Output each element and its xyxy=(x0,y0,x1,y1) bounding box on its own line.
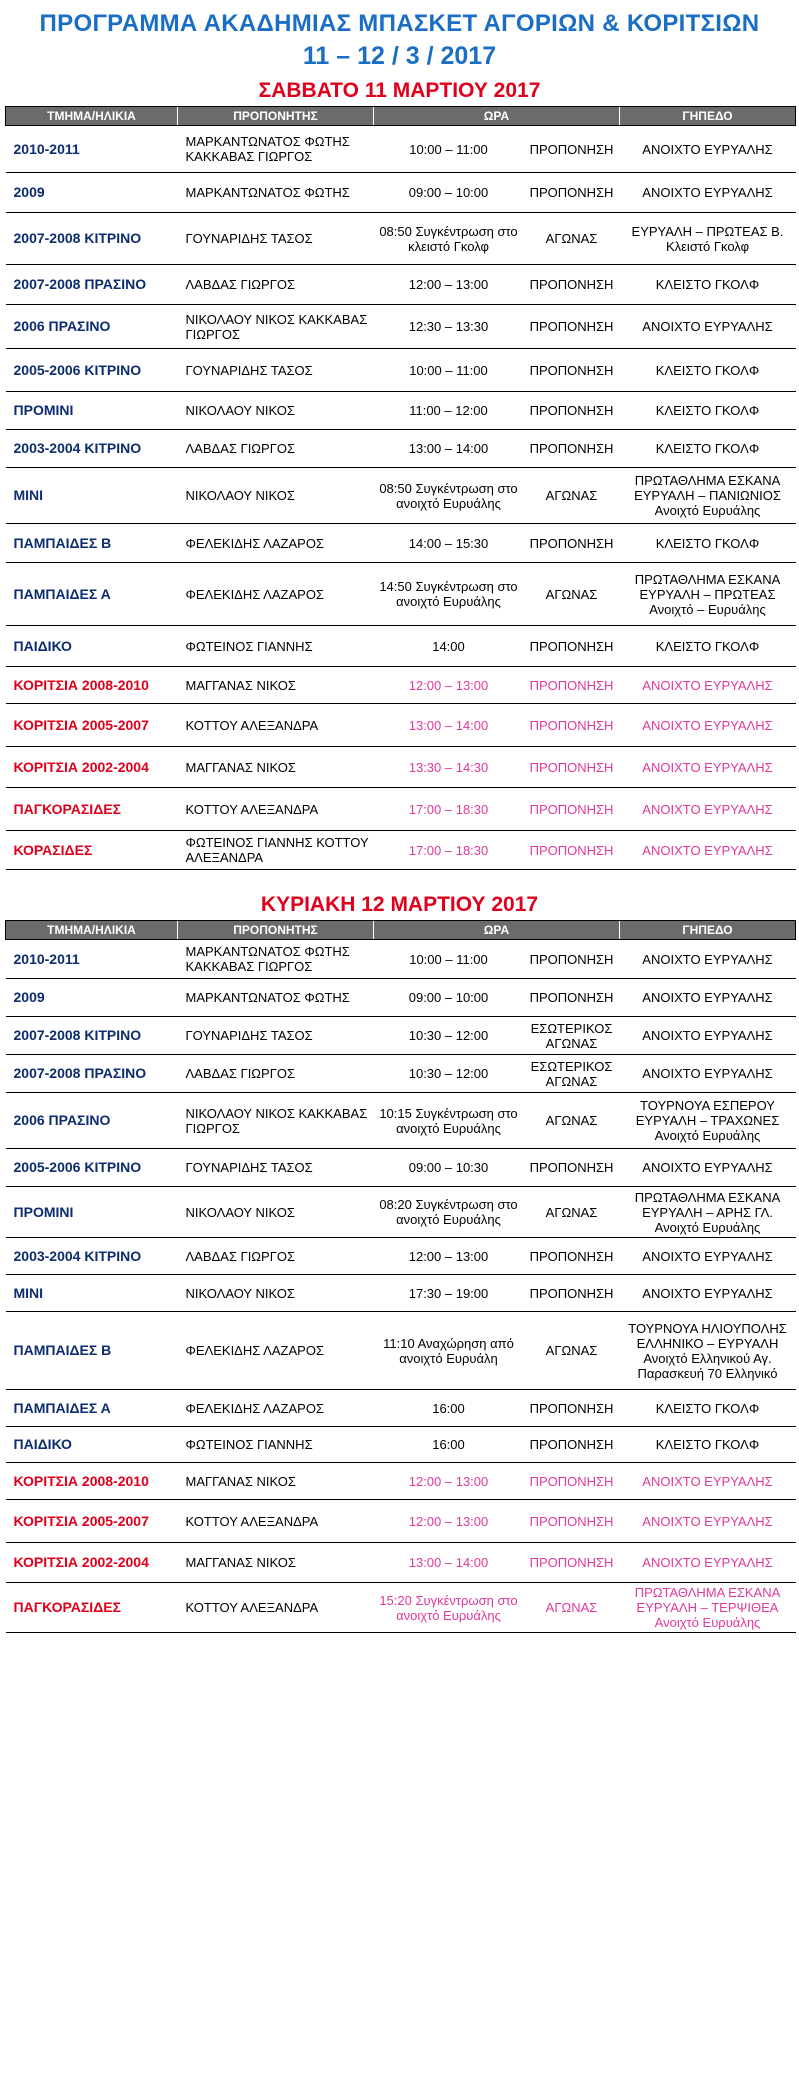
court-cell: ΚΛΕΙΣΤΟ ΓΚΟΛΦ xyxy=(620,1390,796,1427)
category-cell: 2007-2008 ΚΙΤΡΙΝΟ xyxy=(6,213,178,265)
category-cell: ΠΑΙΔΙΚΟ xyxy=(6,1427,178,1463)
time-cell: 12:00 – 13:00 xyxy=(374,1463,524,1500)
session-type-cell: ΑΓΩΝΑΣ xyxy=(524,213,620,265)
session-type-cell: ΠΡΟΠΟΝΗΣΗ xyxy=(524,979,620,1017)
session-type-cell: ΠΡΟΠΟΝΗΣΗ xyxy=(524,265,620,305)
session-type-cell: ΠΡΟΠΟΝΗΣΗ xyxy=(524,1427,620,1463)
category-cell: ΚΟΡΙΤΣΙΑ 2008-2010 xyxy=(6,667,178,704)
table-row xyxy=(6,1390,796,1427)
col-header-coach: ΠΡΟΠΟΝΗΤΗΣ xyxy=(178,921,374,940)
session-type-cell: ΕΣΩΤΕΡΙΚΟΣ ΑΓΩΝΑΣ xyxy=(524,1017,620,1055)
session-type-cell: ΠΡΟΠΟΝΗΣΗ xyxy=(524,305,620,349)
court-cell: ΑΝΟΙΧΤΟ ΕΥΡΥΑΛΗΣ xyxy=(620,1543,796,1583)
session-type-cell: ΑΓΩΝΑΣ xyxy=(524,563,620,626)
coach-cell: ΓΟΥΝΑΡΙΔΗΣ ΤΑΣΟΣ xyxy=(178,1017,374,1055)
table-row xyxy=(6,626,796,667)
coach-cell: ΓΟΥΝΑΡΙΔΗΣ ΤΑΣΟΣ xyxy=(178,349,374,392)
col-header-time: ΩΡΑ xyxy=(374,921,620,940)
time-cell: 09:00 – 10:00 xyxy=(374,173,524,213)
sunday-title: ΚΥΡΙΑΚΗ 12 ΜΑΡΤΙΟΥ 2017 xyxy=(260,893,539,916)
table-row xyxy=(6,1093,796,1149)
category-cell: ΚΟΡΙΤΣΙΑ 2005-2007 xyxy=(6,1500,178,1543)
session-type-cell: ΠΡΟΠΟΝΗΣΗ xyxy=(524,1149,620,1187)
saturday-schedule-table xyxy=(5,106,796,870)
coach-cell: ΝΙΚΟΛΑΟΥ ΝΙΚΟΣ xyxy=(178,468,374,524)
table-row xyxy=(6,831,796,870)
category-cell: ΠΡΟΜΙΝΙ xyxy=(6,392,178,430)
coach-cell: ΝΙΚΟΛΑΟΥ ΝΙΚΟΣ xyxy=(178,392,374,430)
coach-cell: ΚΟΤΤΟΥ ΑΛΕΞΑΝΔΡΑ xyxy=(178,788,374,831)
col-header-court: ΓΗΠΕΔΟ xyxy=(620,921,796,940)
category-cell: ΜΙΝΙ xyxy=(6,1275,178,1312)
coach-cell: ΚΟΤΤΟΥ ΑΛΕΞΑΝΔΡΑ xyxy=(178,704,374,747)
session-type-cell: ΠΡΟΠΟΝΗΣΗ xyxy=(524,173,620,213)
session-type-cell: ΠΡΟΠΟΝΗΣΗ xyxy=(524,1275,620,1312)
time-cell: 08:50 Συγκέντρωση στο κλειστό Γκολφ xyxy=(374,213,524,265)
table-row xyxy=(6,213,796,265)
court-cell: ΑΝΟΙΧΤΟ ΕΥΡΥΑΛΗΣ xyxy=(620,305,796,349)
time-cell: 16:00 xyxy=(374,1427,524,1463)
session-type-cell: ΠΡΟΠΟΝΗΣΗ xyxy=(524,831,620,870)
table-row xyxy=(6,173,796,213)
time-cell: 11:10 Αναχώρηση από ανοιχτό Ευρυάλη xyxy=(374,1312,524,1390)
category-cell: ΠΑΜΠΑΙΔΕΣ Β xyxy=(6,524,178,563)
table-row xyxy=(6,979,796,1017)
table-row xyxy=(6,940,796,979)
coach-cell: ΦΕΛΕΚΙΔΗΣ ΛΑΖΑΡΟΣ xyxy=(178,1390,374,1427)
category-cell: ΠΑΜΠΑΙΔΕΣ Α xyxy=(6,563,178,626)
coach-cell: ΜΑΓΓΑΝΑΣ ΝΙΚΟΣ xyxy=(178,747,374,788)
time-cell: 12:00 – 13:00 xyxy=(374,1238,524,1275)
court-cell: ΑΝΟΙΧΤΟ ΕΥΡΥΑΛΗΣ xyxy=(620,1463,796,1500)
coach-cell: ΚΟΤΤΟΥ ΑΛΕΞΑΝΔΡΑ xyxy=(178,1500,374,1543)
table-row xyxy=(6,1312,796,1390)
table-row xyxy=(6,126,796,173)
court-cell: ΑΝΟΙΧΤΟ ΕΥΡΥΑΛΗΣ xyxy=(620,979,796,1017)
category-cell: ΚΟΡΙΤΣΙΑ 2008-2010 xyxy=(6,1463,178,1500)
table-row xyxy=(6,1238,796,1275)
table-row xyxy=(6,1149,796,1187)
coach-cell: ΛΑΒΔΑΣ ΓΙΩΡΓΟΣ xyxy=(178,1238,374,1275)
category-cell: ΠΑΓΚΟΡΑΣΙΔΕΣ xyxy=(6,1583,178,1633)
court-cell: ΑΝΟΙΧΤΟ ΕΥΡΥΑΛΗΣ xyxy=(620,940,796,979)
category-cell: 2006 ΠΡΑΣΙΝΟ xyxy=(6,305,178,349)
time-cell: 09:00 – 10:00 xyxy=(374,979,524,1017)
session-type-cell: ΠΡΟΠΟΝΗΣΗ xyxy=(524,392,620,430)
coach-cell: ΦΕΛΕΚΙΔΗΣ ΛΑΖΑΡΟΣ xyxy=(178,1312,374,1390)
time-cell: 13:00 – 14:00 xyxy=(374,704,524,747)
table-row xyxy=(6,265,796,305)
category-cell: ΠΑΜΠΑΙΔΕΣ Α xyxy=(6,1390,178,1427)
coach-cell: ΦΩΤΕΙΝΟΣ ΓΙΑΝΝΗΣ xyxy=(178,1427,374,1463)
session-type-cell: ΠΡΟΠΟΝΗΣΗ xyxy=(524,626,620,667)
session-type-cell: ΠΡΟΠΟΝΗΣΗ xyxy=(524,704,620,747)
court-cell: ΑΝΟΙΧΤΟ ΕΥΡΥΑΛΗΣ xyxy=(620,704,796,747)
court-cell: ΑΝΟΙΧΤΟ ΕΥΡΥΑΛΗΣ xyxy=(620,126,796,173)
time-cell: 10:00 – 11:00 xyxy=(374,940,524,979)
time-cell: 14:50 Συγκέντρωση στο ανοιχτό Ευρυάλης xyxy=(374,563,524,626)
time-cell: 14:00 xyxy=(374,626,524,667)
table-row xyxy=(6,1543,796,1583)
court-cell: ΚΛΕΙΣΤΟ ΓΚΟΛΦ xyxy=(620,430,796,468)
category-cell: 2007-2008 ΚΙΤΡΙΝΟ xyxy=(6,1017,178,1055)
coach-cell: ΦΩΤΕΙΝΟΣ ΓΙΑΝΝΗΣ xyxy=(178,626,374,667)
session-type-cell: ΑΓΩΝΑΣ xyxy=(524,1583,620,1633)
court-cell: ΑΝΟΙΧΤΟ ΕΥΡΥΑΛΗΣ xyxy=(620,1017,796,1055)
session-type-cell: ΠΡΟΠΟΝΗΣΗ xyxy=(524,430,620,468)
time-cell: 16:00 xyxy=(374,1390,524,1427)
table-row xyxy=(6,563,796,626)
category-cell: 2007-2008 ΠΡΑΣΙΝΟ xyxy=(6,1055,178,1093)
court-cell: ΕΥΡΥΑΛΗ – ΠΡΩΤΕΑΣ Β. Κλειστό Γκολφ xyxy=(620,213,796,265)
table-row xyxy=(6,1275,796,1312)
session-type-cell: ΠΡΟΠΟΝΗΣΗ xyxy=(524,1390,620,1427)
table-header-row xyxy=(6,107,796,126)
coach-cell: ΛΑΒΔΑΣ ΓΙΩΡΓΟΣ xyxy=(178,430,374,468)
session-type-cell: ΠΡΟΠΟΝΗΣΗ xyxy=(524,1238,620,1275)
category-cell: 2006 ΠΡΑΣΙΝΟ xyxy=(6,1093,178,1149)
court-cell: ΠΡΩΤΑΘΛΗΜΑ ΕΣΚΑΝΑ ΕΥΡΥΑΛΗ – ΑΡΗΣ ΓΛ. Ανοιχτό Ευρυάλης xyxy=(620,1187,796,1238)
court-cell: ΑΝΟΙΧΤΟ ΕΥΡΥΑΛΗΣ xyxy=(620,1149,796,1187)
coach-cell: ΓΟΥΝΑΡΙΔΗΣ ΤΑΣΟΣ xyxy=(178,213,374,265)
sunday-schedule-table xyxy=(5,920,796,1633)
table-row xyxy=(6,430,796,468)
col-header-court: ΓΗΠΕΔΟ xyxy=(620,107,796,126)
court-cell: ΚΛΕΙΣΤΟ ΓΚΟΛΦ xyxy=(620,265,796,305)
session-type-cell: ΠΡΟΠΟΝΗΣΗ xyxy=(524,126,620,173)
session-type-cell: ΠΡΟΠΟΝΗΣΗ xyxy=(524,667,620,704)
coach-cell: ΜΑΡΚΑΝΤΩΝΑΤΟΣ ΦΩΤΗΣ ΚΑΚΚΑΒΑΣ ΓΙΩΡΓΟΣ xyxy=(178,940,374,979)
court-cell: ΚΛΕΙΣΤΟ ΓΚΟΛΦ xyxy=(620,1427,796,1463)
coach-cell: ΝΙΚΟΛΑΟΥ ΝΙΚΟΣ xyxy=(178,1187,374,1238)
court-cell: ΑΝΟΙΧΤΟ ΕΥΡΥΑΛΗΣ xyxy=(620,747,796,788)
time-cell: 17:30 – 19:00 xyxy=(374,1275,524,1312)
col-header-coach: ΠΡΟΠΟΝΗΤΗΣ xyxy=(178,107,374,126)
time-cell: 09:00 – 10:30 xyxy=(374,1149,524,1187)
table-row xyxy=(6,524,796,563)
category-cell: ΚΟΡΑΣΙΔΕΣ xyxy=(6,831,178,870)
time-cell: 08:20 Συγκέντρωση στο ανοιχτό Ευρυάλης xyxy=(374,1187,524,1238)
coach-cell: ΜΑΓΓΑΝΑΣ ΝΙΚΟΣ xyxy=(178,1543,374,1583)
court-cell: ΑΝΟΙΧΤΟ ΕΥΡΥΑΛΗΣ xyxy=(620,788,796,831)
time-cell: 10:00 – 11:00 xyxy=(374,349,524,392)
session-type-cell: ΑΓΩΝΑΣ xyxy=(524,1312,620,1390)
time-cell: 13:00 – 14:00 xyxy=(374,430,524,468)
session-type-cell: ΑΓΩΝΑΣ xyxy=(524,1187,620,1238)
time-cell: 13:30 – 14:30 xyxy=(374,747,524,788)
session-type-cell: ΠΡΟΠΟΝΗΣΗ xyxy=(524,524,620,563)
table-row xyxy=(6,305,796,349)
coach-cell: ΦΕΛΕΚΙΔΗΣ ΛΑΖΑΡΟΣ xyxy=(178,524,374,563)
category-cell: 2009 xyxy=(6,979,178,1017)
court-cell: ΚΛΕΙΣΤΟ ΓΚΟΛΦ xyxy=(620,524,796,563)
time-cell: 15:20 Συγκέντρωση στο ανοιχτό Ευρυάλης xyxy=(374,1583,524,1633)
time-cell: 10:15 Συγκέντρωση στο ανοιχτό Ευρυάλης xyxy=(374,1093,524,1149)
category-cell: ΚΟΡΙΤΣΙΑ 2002-2004 xyxy=(6,747,178,788)
table-row xyxy=(6,704,796,747)
session-type-cell: ΠΡΟΠΟΝΗΣΗ xyxy=(524,1463,620,1500)
session-type-cell: ΑΓΩΝΑΣ xyxy=(524,468,620,524)
category-cell: ΠΑΓΚΟΡΑΣΙΔΕΣ xyxy=(6,788,178,831)
coach-cell: ΦΕΛΕΚΙΔΗΣ ΛΑΖΑΡΟΣ xyxy=(178,563,374,626)
court-cell: ΑΝΟΙΧΤΟ ΕΥΡΥΑΛΗΣ xyxy=(620,1275,796,1312)
date-range: 11 – 12 / 3 / 2017 xyxy=(302,42,497,70)
court-cell: ΑΝΟΙΧΤΟ ΕΥΡΥΑΛΗΣ xyxy=(620,1055,796,1093)
coach-cell: ΜΑΡΚΑΝΤΩΝΑΤΟΣ ΦΩΤΗΣ xyxy=(178,173,374,213)
category-cell: 2010-2011 xyxy=(6,940,178,979)
category-cell: ΚΟΡΙΤΣΙΑ 2005-2007 xyxy=(6,704,178,747)
table-row xyxy=(6,1463,796,1500)
coach-cell: ΝΙΚΟΛΑΟΥ ΝΙΚΟΣ xyxy=(178,1275,374,1312)
table-row xyxy=(6,747,796,788)
table-row xyxy=(6,788,796,831)
table-header-row xyxy=(6,921,796,940)
court-cell: ΠΡΩΤΑΘΛΗΜΑ ΕΣΚΑΝΑ ΕΥΡΥΑΛΗ – ΤΕΡΨΙΘΕΑ Ανοιχτό Ευρυάλης xyxy=(620,1583,796,1633)
coach-cell: ΛΑΒΔΑΣ ΓΙΩΡΓΟΣ xyxy=(178,1055,374,1093)
session-type-cell: ΑΓΩΝΑΣ xyxy=(524,1093,620,1149)
time-cell: 11:00 – 12:00 xyxy=(374,392,524,430)
court-cell: ΤΟΥΡΝΟΥΑ ΕΣΠΕΡΟΥ ΕΥΡΥΑΛΗ – ΤΡΑΧΩΝΕΣ Ανοιχτό Ευρυάλης xyxy=(620,1093,796,1149)
time-cell: 12:00 – 13:00 xyxy=(374,1500,524,1543)
category-cell: 2009 xyxy=(6,173,178,213)
coach-cell: ΛΑΒΔΑΣ ΓΙΩΡΓΟΣ xyxy=(178,265,374,305)
time-cell: 12:30 – 13:30 xyxy=(374,305,524,349)
coach-cell: ΜΑΓΓΑΝΑΣ ΝΙΚΟΣ xyxy=(178,1463,374,1500)
session-type-cell: ΠΡΟΠΟΝΗΣΗ xyxy=(524,747,620,788)
table-row xyxy=(6,468,796,524)
court-cell: ΑΝΟΙΧΤΟ ΕΥΡΥΑΛΗΣ xyxy=(620,1500,796,1543)
category-cell: ΠΑΙΔΙΚΟ xyxy=(6,626,178,667)
time-cell: 12:00 – 13:00 xyxy=(374,667,524,704)
category-cell: 2010-2011 xyxy=(6,126,178,173)
coach-cell: ΓΟΥΝΑΡΙΔΗΣ ΤΑΣΟΣ xyxy=(178,1149,374,1187)
time-cell: 08:50 Συγκέντρωση στο ανοιχτό Ευρυάλης xyxy=(374,468,524,524)
coach-cell: ΦΩΤΕΙΝΟΣ ΓΙΑΝΝΗΣ ΚΟΤΤΟΥ ΑΛΕΞΑΝΔΡΑ xyxy=(178,831,374,870)
time-cell: 10:30 – 12:00 xyxy=(374,1017,524,1055)
court-cell: ΠΡΩΤΑΘΛΗΜΑ ΕΣΚΑΝΑ ΕΥΡΥΑΛΗ – ΠΑΝΙΩΝΙΟΣ Ανοιχτό Ευρυάλης xyxy=(620,468,796,524)
table-row xyxy=(6,1583,796,1633)
court-cell: ΑΝΟΙΧΤΟ ΕΥΡΥΑΛΗΣ xyxy=(620,1238,796,1275)
court-cell: ΚΛΕΙΣΤΟ ΓΚΟΛΦ xyxy=(620,392,796,430)
category-cell: 2005-2006 ΚΙΤΡΙΝΟ xyxy=(6,349,178,392)
saturday-title: ΣΑΒΒΑΤΟ 11 ΜΑΡΤΙΟΥ 2017 xyxy=(258,79,541,102)
time-cell: 17:00 – 18:30 xyxy=(374,831,524,870)
session-type-cell: ΠΡΟΠΟΝΗΣΗ xyxy=(524,788,620,831)
coach-cell: ΜΑΡΚΑΝΤΩΝΑΤΟΣ ΦΩΤΗΣ ΚΑΚΚΑΒΑΣ ΓΙΩΡΓΟΣ xyxy=(178,126,374,173)
coach-cell: ΜΑΡΚΑΝΤΩΝΑΤΟΣ ΦΩΤΗΣ xyxy=(178,979,374,1017)
time-cell: 14:00 – 15:30 xyxy=(374,524,524,563)
page-title: ΠΡΟΓΡΑΜΜΑ ΑΚΑΔΗΜΙΑΣ ΜΠΑΣΚΕΤ ΑΓΟΡΙΩΝ & ΚΟΡΙΤΣΙΩΝ xyxy=(39,10,760,37)
category-cell: ΜΙΝΙ xyxy=(6,468,178,524)
category-cell: 2003-2004 ΚΙΤΡΙΝΟ xyxy=(6,1238,178,1275)
coach-cell: ΝΙΚΟΛΑΟΥ ΝΙΚΟΣ ΚΑΚΚΑΒΑΣ ΓΙΩΡΓΟΣ xyxy=(178,1093,374,1149)
coach-cell: ΚΟΤΤΟΥ ΑΛΕΞΑΝΔΡΑ xyxy=(178,1583,374,1633)
table-row xyxy=(6,1187,796,1238)
time-cell: 12:00 – 13:00 xyxy=(374,265,524,305)
time-cell: 10:00 – 11:00 xyxy=(374,126,524,173)
table-row xyxy=(6,392,796,430)
coach-cell: ΜΑΓΓΑΝΑΣ ΝΙΚΟΣ xyxy=(178,667,374,704)
session-type-cell: ΠΡΟΠΟΝΗΣΗ xyxy=(524,1500,620,1543)
session-type-cell: ΠΡΟΠΟΝΗΣΗ xyxy=(524,349,620,392)
category-cell: ΠΡΟΜΙΝΙ xyxy=(6,1187,178,1238)
court-cell: ΚΛΕΙΣΤΟ ΓΚΟΛΦ xyxy=(620,626,796,667)
time-cell: 17:00 – 18:30 xyxy=(374,788,524,831)
table-row xyxy=(6,667,796,704)
court-cell: ΚΛΕΙΣΤΟ ΓΚΟΛΦ xyxy=(620,349,796,392)
col-header-category: ΤΜΗΜΑ/ΗΛΙΚΙΑ xyxy=(6,921,178,940)
session-type-cell: ΠΡΟΠΟΝΗΣΗ xyxy=(524,940,620,979)
category-cell: 2005-2006 ΚΙΤΡΙΝΟ xyxy=(6,1149,178,1187)
category-cell: 2007-2008 ΠΡΑΣΙΝΟ xyxy=(6,265,178,305)
category-cell: ΠΑΜΠΑΙΔΕΣ Β xyxy=(6,1312,178,1390)
court-cell: ΠΡΩΤΑΘΛΗΜΑ ΕΣΚΑΝΑ ΕΥΡΥΑΛΗ – ΠΡΩΤΕΑΣ Ανοιχτό – Ευρυάλης xyxy=(620,563,796,626)
table-row xyxy=(6,1500,796,1543)
court-cell: ΑΝΟΙΧΤΟ ΕΥΡΥΑΛΗΣ xyxy=(620,667,796,704)
table-row xyxy=(6,1427,796,1463)
col-header-time: ΩΡΑ xyxy=(374,107,620,126)
table-row xyxy=(6,1055,796,1093)
col-header-category: ΤΜΗΜΑ/ΗΛΙΚΙΑ xyxy=(6,107,178,126)
table-row xyxy=(6,349,796,392)
time-cell: 10:30 – 12:00 xyxy=(374,1055,524,1093)
category-cell: 2003-2004 ΚΙΤΡΙΝΟ xyxy=(6,430,178,468)
court-cell: ΑΝΟΙΧΤΟ ΕΥΡΥΑΛΗΣ xyxy=(620,831,796,870)
session-type-cell: ΠΡΟΠΟΝΗΣΗ xyxy=(524,1543,620,1583)
court-cell: ΑΝΟΙΧΤΟ ΕΥΡΥΑΛΗΣ xyxy=(620,173,796,213)
session-type-cell: ΕΣΩΤΕΡΙΚΟΣ ΑΓΩΝΑΣ xyxy=(524,1055,620,1093)
coach-cell: ΝΙΚΟΛΑΟΥ ΝΙΚΟΣ ΚΑΚΚΑΒΑΣ ΓΙΩΡΓΟΣ xyxy=(178,305,374,349)
table-row xyxy=(6,1017,796,1055)
category-cell: ΚΟΡΙΤΣΙΑ 2002-2004 xyxy=(6,1543,178,1583)
time-cell: 13:00 – 14:00 xyxy=(374,1543,524,1583)
court-cell: ΤΟΥΡΝΟΥΑ ΗΛΙΟΥΠΟΛΗΣ ΕΛΛΗΝΙΚΟ – ΕΥΡΥΑΛΗ Ανοιχτό Ελληνικού Αγ. Παρασκευή 70 Ελληνικό xyxy=(620,1312,796,1390)
